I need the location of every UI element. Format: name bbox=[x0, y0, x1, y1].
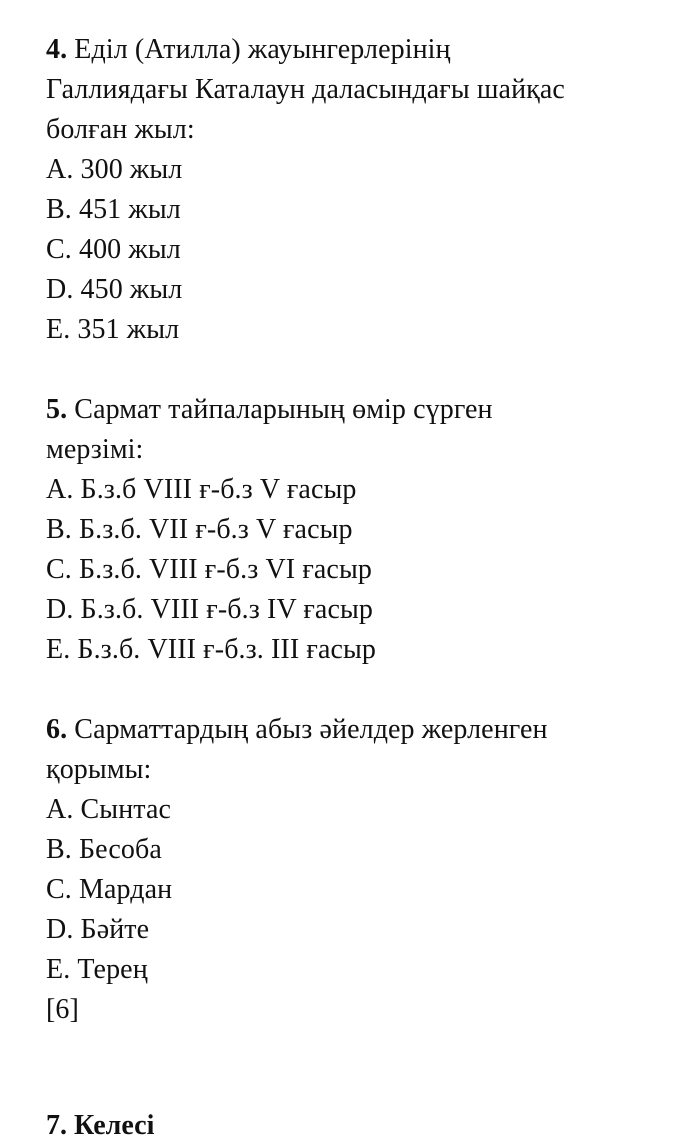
question-6-stem-line-2: қорымы: bbox=[46, 754, 152, 785]
question-4-number: 4. bbox=[46, 34, 68, 65]
question-5-option-b: B. Б.з.б. VII ғ-б.з V ғасыр bbox=[46, 514, 353, 545]
question-5-option-e: E. Б.з.б. VIII ғ-б.з. III ғасыр bbox=[46, 634, 377, 665]
question-4-option-a: A. 300 жыл bbox=[46, 154, 183, 185]
question-5-stem-line-2: мерзімі: bbox=[46, 434, 144, 465]
question-6-option-d: D. Бәйте bbox=[46, 914, 150, 945]
question-4-stem-line-2: Галлиядағы Каталаун даласындағы шайқас bbox=[46, 74, 565, 105]
question-5-stem-text-1: Сармат тайпаларының өмір сүрген bbox=[67, 394, 493, 425]
question-5-number: 5. bbox=[46, 394, 68, 425]
question-5-option-c: C. Б.з.б. VIII ғ-б.з VI ғасыр bbox=[46, 554, 372, 585]
question-5-option-d: D. Б.з.б. VIII ғ-б.з IV ғасыр bbox=[46, 594, 374, 625]
question-4-stem-line-3: болған жыл: bbox=[46, 114, 195, 145]
question-4-option-b: B. 451 жыл bbox=[46, 194, 181, 225]
question-6-option-c: C. Мардан bbox=[46, 874, 173, 905]
question-6-number: 6. bbox=[46, 714, 68, 745]
question-6-stem-line-1 bbox=[46, 710, 548, 750]
question-4-stem-text-1: Еділ (Атилла) жауынгерлерінің bbox=[67, 34, 451, 65]
question-6-option-b: B. Бесоба bbox=[46, 834, 162, 865]
question-4-option-e: E. 351 жыл bbox=[46, 314, 180, 345]
question-6-option-a: A. Сынтас bbox=[46, 794, 172, 825]
question-6-stem-text-1: Сарматтардың абыз әйелдер жерленген bbox=[67, 714, 548, 745]
question-5-stem-line-1 bbox=[46, 390, 493, 430]
question-4-option-c: C. 400 жыл bbox=[46, 234, 181, 265]
question-5-option-a: A. Б.з.б VIII ғ-б.з V ғасыр bbox=[46, 474, 357, 505]
next-question-fragment: 7. Келесі bbox=[46, 1110, 155, 1141]
question-6-marks: [6] bbox=[46, 994, 79, 1025]
question-4-option-d: D. 450 жыл bbox=[46, 274, 183, 305]
question-6-option-e: E. Терең bbox=[46, 954, 148, 985]
question-4-stem-line-1 bbox=[46, 30, 451, 70]
